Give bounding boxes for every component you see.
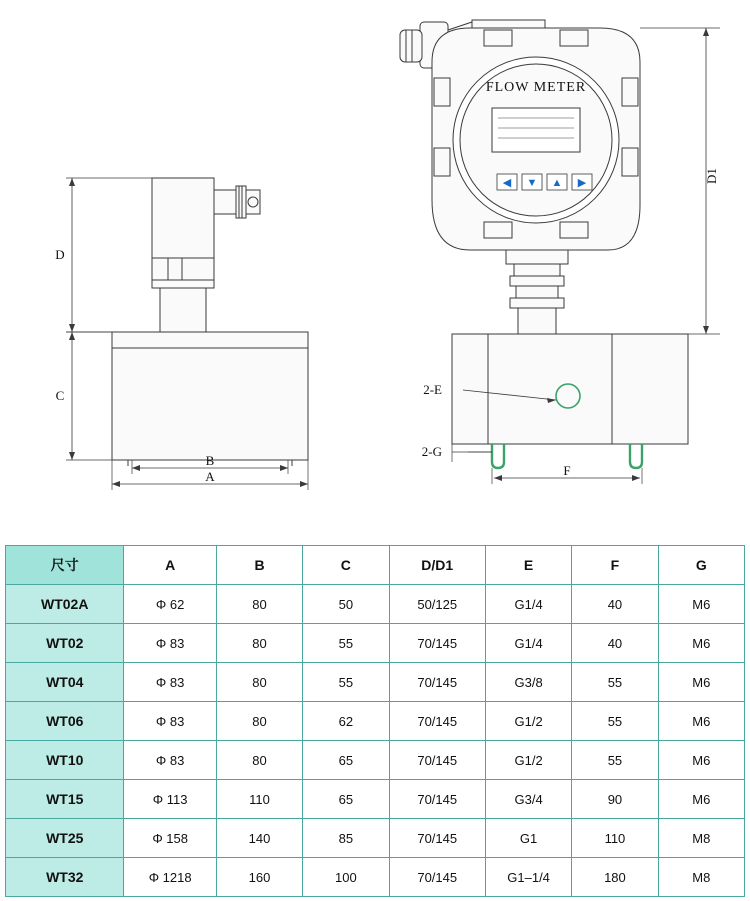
cell-c: 85 — [303, 819, 389, 858]
cell-model: WT06 — [6, 702, 124, 741]
header-a: A — [124, 546, 216, 585]
cell-a: Φ 113 — [124, 780, 216, 819]
cell-b: 80 — [216, 585, 302, 624]
cell-g: M6 — [658, 585, 744, 624]
cell-model: WT02A — [6, 585, 124, 624]
cell-f: 55 — [572, 741, 658, 780]
cell-d: 70/145 — [389, 819, 485, 858]
cell-c: 65 — [303, 741, 389, 780]
cell-d: 70/145 — [389, 702, 485, 741]
cell-e: G3/8 — [485, 663, 571, 702]
dim-label-b: B — [205, 453, 215, 468]
table-row — [6, 663, 745, 702]
cell-model: WT15 — [6, 780, 124, 819]
cell-model: WT02 — [6, 624, 124, 663]
dimension-table — [5, 545, 745, 897]
cell-b: 160 — [216, 858, 302, 897]
cell-d: 70/145 — [389, 624, 485, 663]
cell-f: 40 — [572, 624, 658, 663]
header-c: C — [303, 546, 389, 585]
cell-e: G1–1/4 — [485, 858, 571, 897]
cell-model: WT25 — [6, 819, 124, 858]
keypad-key-left: ◀ — [502, 177, 512, 189]
cell-a: Φ 158 — [124, 819, 216, 858]
keypad-key-down: ▼ — [526, 177, 538, 189]
table-row — [6, 741, 745, 780]
dimension-table-container — [5, 545, 745, 897]
cell-c: 100 — [303, 858, 389, 897]
table-header-row — [6, 546, 745, 585]
keypad-key-up: ▲ — [551, 177, 563, 189]
cell-f: 90 — [572, 780, 658, 819]
cell-b: 80 — [216, 702, 302, 741]
table-row — [6, 819, 745, 858]
cell-c: 65 — [303, 780, 389, 819]
cell-d: 70/145 — [389, 663, 485, 702]
cell-c: 50 — [303, 585, 389, 624]
keypad-key-right: ▶ — [577, 177, 587, 189]
callout-2g: 2-G — [421, 444, 442, 459]
cell-d: 70/145 — [389, 741, 485, 780]
cell-c: 62 — [303, 702, 389, 741]
cell-g: M8 — [658, 858, 744, 897]
cell-g: M6 — [658, 663, 744, 702]
cell-g: M6 — [658, 702, 744, 741]
table-row — [6, 585, 745, 624]
dim-label-c: C — [55, 388, 65, 403]
header-g: G — [658, 546, 744, 585]
cell-c: 55 — [303, 663, 389, 702]
cell-d: 70/145 — [389, 858, 485, 897]
dim-label-f: F — [563, 463, 571, 478]
cell-a: Φ 1218 — [124, 858, 216, 897]
dim-label-d: D — [55, 247, 65, 262]
cell-model: WT32 — [6, 858, 124, 897]
header-size: 尺寸 — [6, 546, 124, 585]
table-row — [6, 702, 745, 741]
cell-a: Φ 83 — [124, 741, 216, 780]
cell-a: Φ 62 — [124, 585, 216, 624]
callout-2e: 2-E — [423, 382, 442, 397]
header-e: E — [485, 546, 571, 585]
cell-b: 140 — [216, 819, 302, 858]
dim-label-a: A — [205, 469, 215, 484]
cell-g: M6 — [658, 780, 744, 819]
dim-label-d1: D1 — [704, 168, 719, 184]
cell-e: G1 — [485, 819, 571, 858]
table-row — [6, 624, 745, 663]
cell-f: 180 — [572, 858, 658, 897]
cell-g: M8 — [658, 819, 744, 858]
cell-g: M6 — [658, 741, 744, 780]
cell-a: Φ 83 — [124, 624, 216, 663]
cell-d: 50/125 — [389, 585, 485, 624]
cell-e: G1/2 — [485, 741, 571, 780]
device-label: FLOW METER — [485, 80, 587, 95]
cell-model: WT04 — [6, 663, 124, 702]
cell-f: 40 — [572, 585, 658, 624]
cell-b: 80 — [216, 663, 302, 702]
header-b: B — [216, 546, 302, 585]
cell-b: 80 — [216, 741, 302, 780]
cell-b: 80 — [216, 624, 302, 663]
cell-f: 110 — [572, 819, 658, 858]
cell-e: G1/2 — [485, 702, 571, 741]
cell-a: Φ 83 — [124, 663, 216, 702]
cell-e: G3/4 — [485, 780, 571, 819]
cell-a: Φ 83 — [124, 702, 216, 741]
cell-c: 55 — [303, 624, 389, 663]
cell-f: 55 — [572, 663, 658, 702]
cell-b: 110 — [216, 780, 302, 819]
header-f: F — [572, 546, 658, 585]
table-row — [6, 858, 745, 897]
cell-f: 55 — [572, 702, 658, 741]
table-row — [6, 780, 745, 819]
cell-e: G1/4 — [485, 624, 571, 663]
cell-g: M6 — [658, 624, 744, 663]
header-d: D/D1 — [389, 546, 485, 585]
cell-d: 70/145 — [389, 780, 485, 819]
cell-model: WT10 — [6, 741, 124, 780]
cell-e: G1/4 — [485, 585, 571, 624]
